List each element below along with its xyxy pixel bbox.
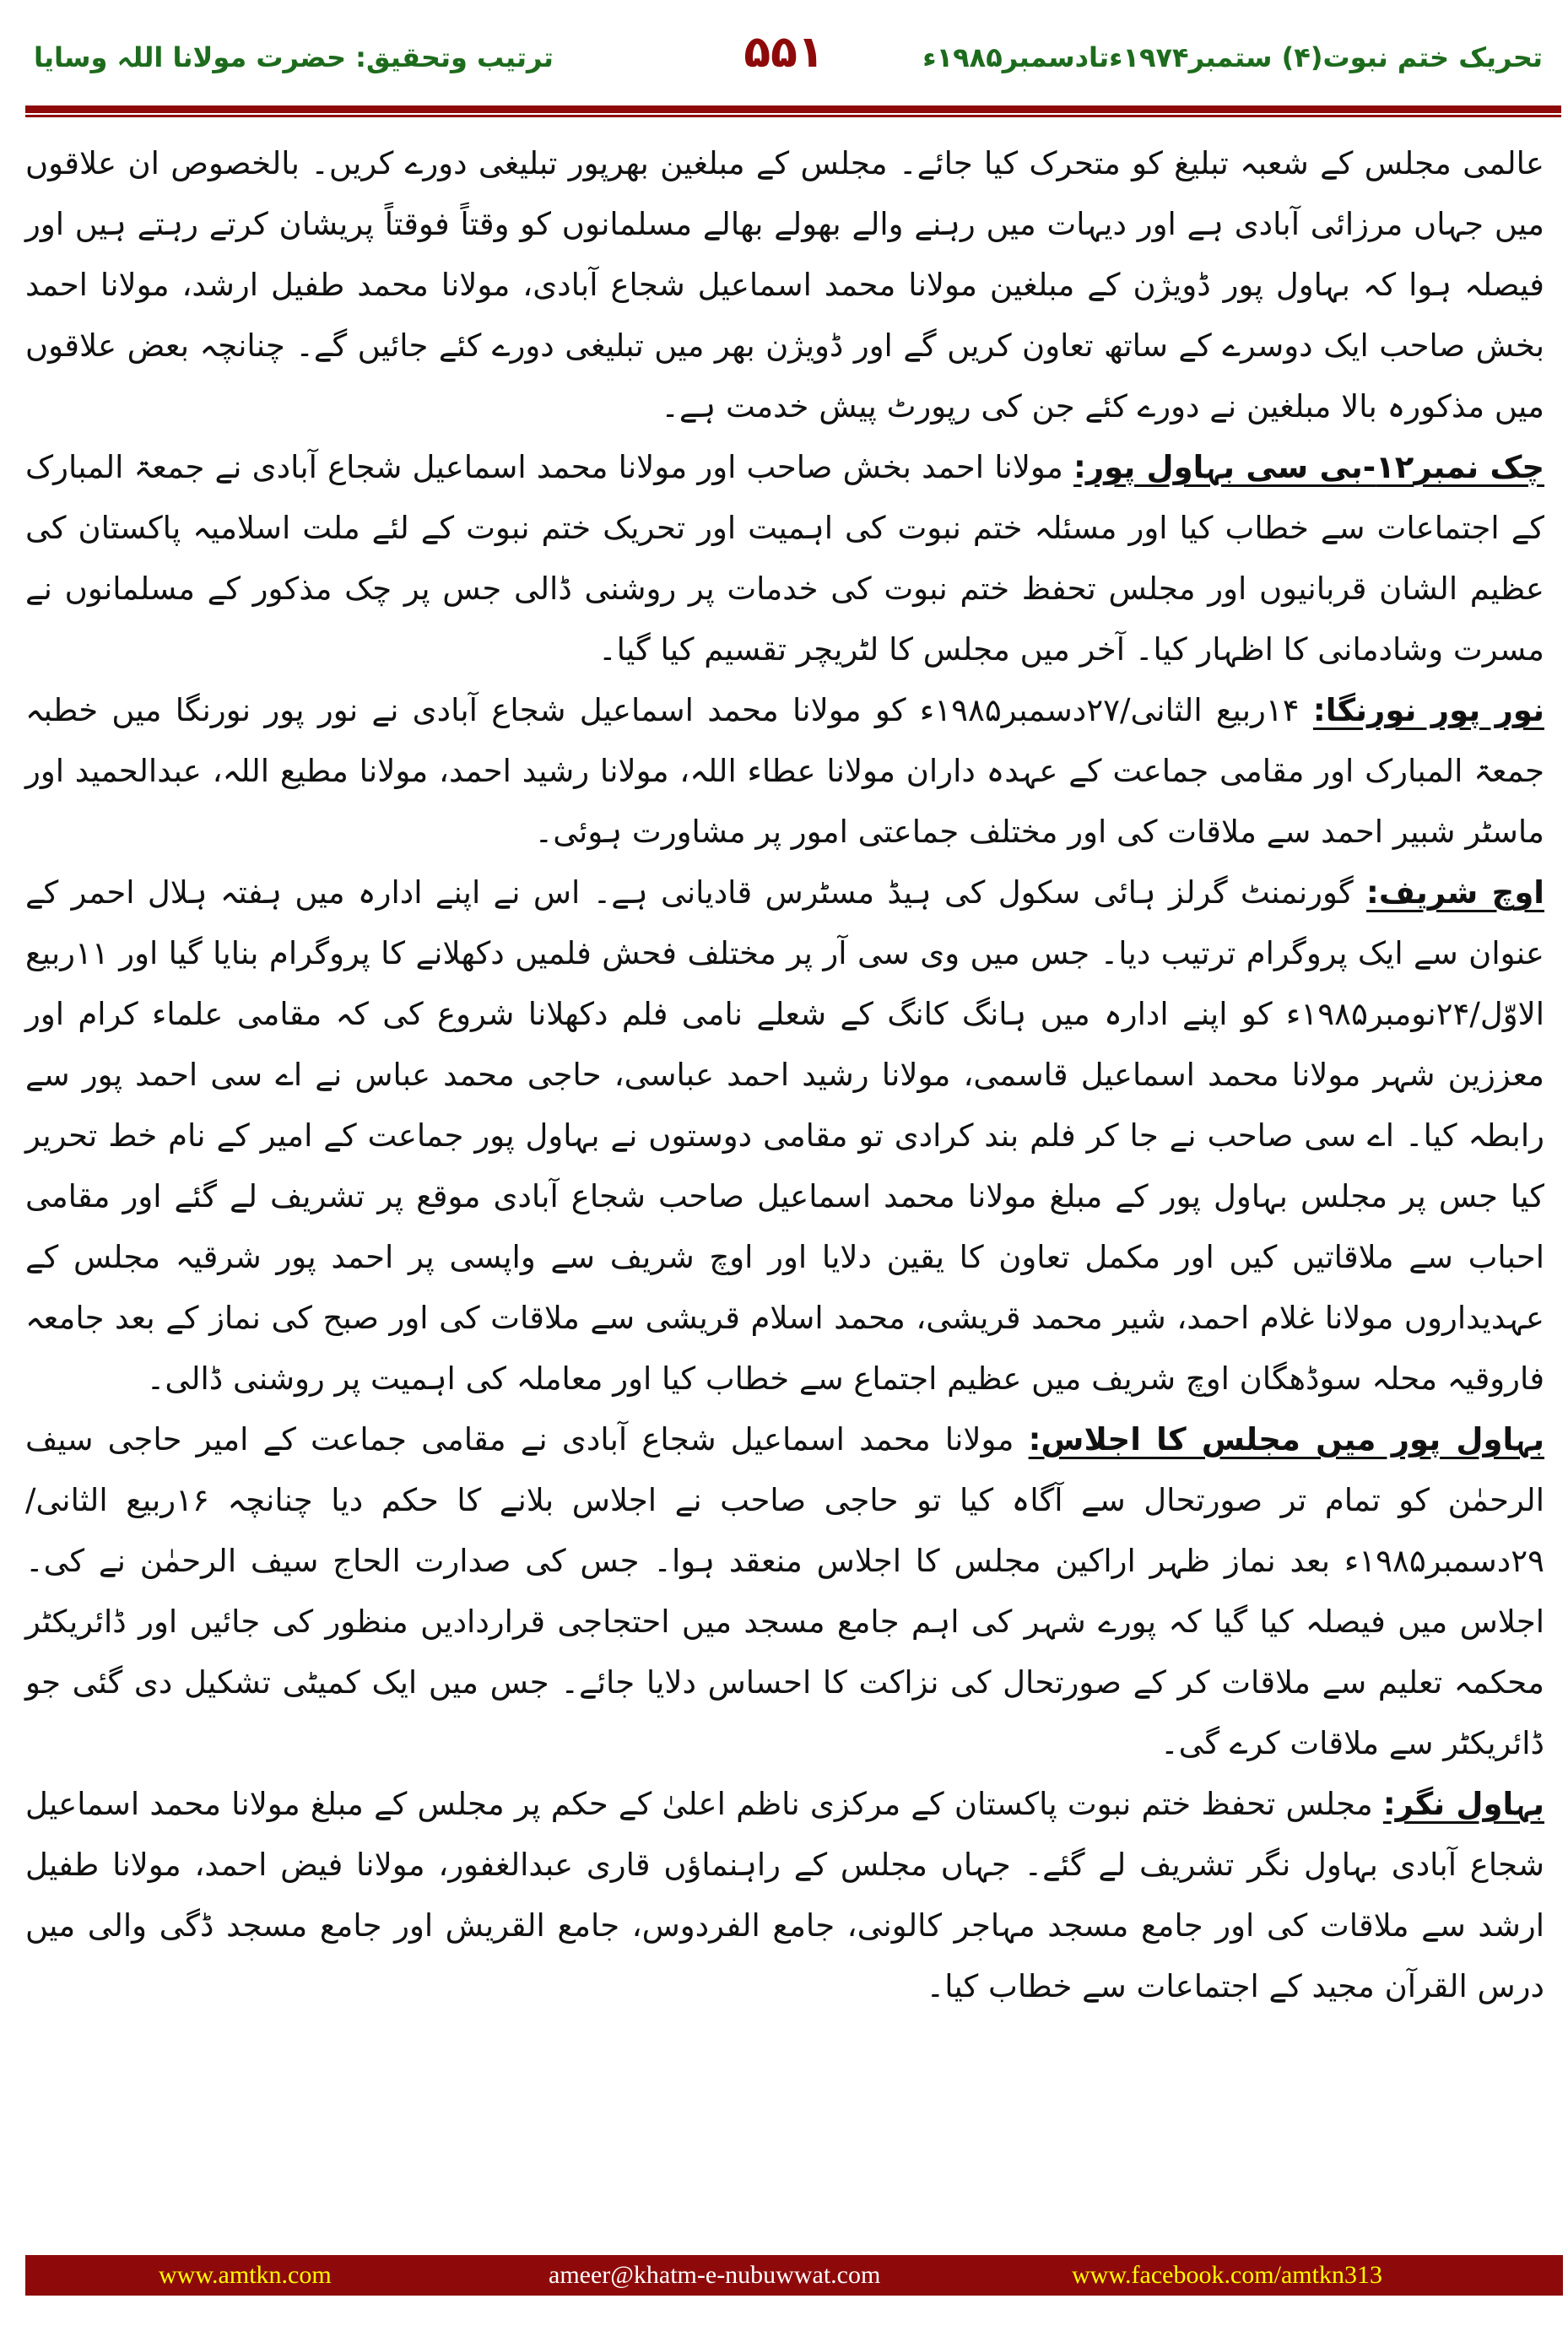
paragraph (25, 863, 1544, 1409)
website-link[interactable]: www.amtkn.com (159, 2261, 332, 2289)
header-rule-thin (25, 115, 1561, 117)
paragraph (25, 1774, 1544, 2017)
book-title: تحریک ختم نبوت(۴) ستمبر۱۹۷۴ءتادسمبر۱۹۸۵ء (922, 41, 1543, 73)
paragraph (25, 133, 1544, 437)
paragraph (25, 437, 1544, 680)
document-body (25, 133, 1544, 2017)
compiler-credit: ترتیب وتحقیق: حضرت مولانا اللہ وسایا (34, 41, 554, 73)
paragraph-text: مولانا محمد اسماعیل شجاع آبادی نے مقامی جماعت کے امیر حاجی سیف الرحمٰن کو تمام تر صورتحال سے آگاہ کیا تو حاجی صاحب نے اجلاس بلانے کا حکم دیا چنانچہ ۱۶ربیع الثانی/۲۹دسمبر۱۹۸۵ء بعد نماز ظہر اراکین مجلس کا اجلاس منعقد ہوا۔ جس کی صدارت الحاج سیف الرحمٰن نے کی۔ اجلاس میں فیصلہ کیا گیا کہ پورے شہر کی اہم جامع مسجد میں احتجاجی قراردادیں منظور کی جائیں اور ڈائریکٹر محکمہ تعلیم سے ملاقات کر کے صورتحال کی نزاکت کا احساس دلایا جائے۔ جس میں ایک کمیٹی تشکیل دی گئی جو ڈائریکٹر سے ملاقات کرے گی۔ (25, 1421, 1544, 1761)
facebook-link[interactable]: www.facebook.com/amtkn313 (1072, 2261, 1382, 2289)
header-rule-thick (25, 105, 1561, 113)
paragraph-text: مولانا احمد بخش صاحب اور مولانا محمد اسماعیل شجاع آبادی نے جمعۃ المبارک کے اجتماعات سے خطاب کیا اور مسئلہ ختم نبوت کی اہمیت اور تحریک ختم نبوت کے لئے ملت اسلامیہ پاکستان کی عظیم الشان قربانیوں اور مجلس تحفظ ختم نبوت کی خدمات پر روشنی ڈالی جس پر چک مذکور کے مسلمانوں نے مسرت وشادمانی کا اظہار کیا۔ آخر میں مجلس کا لٹریچر تقسیم کیا گیا۔ (25, 449, 1544, 668)
paragraph-text: گورنمنٹ گرلز ہائی سکول کی ہیڈ مسٹرس قادیانی ہے۔ اس نے اپنے ادارہ میں ہفتہ ہلال احمر کے عنوان سے ایک پروگرام ترتیب دیا۔ جس میں وی سی آر پر مختلف فحش فلمیں دکھلانے کا پروگرام بنایا گیا اور ۱۱ربیع الاوّل/۲۴نومبر۱۹۸۵ء کو اپنے ادارہ میں ہانگ کانگ کے شعلے نامی فلم دکھلانا شروع کی کہ مقامی علماء کرام اور معززین شہر مولانا محمد اسماعیل قاسمی، مولانا رشید احمد عباسی، حاجی محمد عباس نے اے سی احمد پور سے رابطہ کیا۔ اے سی صاحب نے جا کر فلم بند کرادی تو مقامی دوستوں نے بہاول پور جماعت کے امیر کے نام خط تحریر کیا جس پر مجلس بہاول پور کے مبلغ مولانا محمد اسماعیل صاحب شجاع آبادی موقع پر تشریف لے گئے اور مقامی احباب سے ملاقاتیں کیں اور مکمل تعاون کا یقین دلایا اور اوچ شریف سے واپسی پر احمد پور شرقیہ مجلس کے عہدیداروں مولانا غلام احمد، شیر محمد قریشی، محمد اسلام قریشی سے ملاقات کی اور صبح کی نماز کے بعد جامعہ فاروقیہ محلہ سوڈھگان اوچ شریف میں عظیم اجتماع سے خطاب کیا اور معاملہ کی اہمیت پر روشنی ڈالی۔ (25, 874, 1544, 1397)
section-heading: نور پور نورنگا: (1312, 692, 1544, 728)
footer-bar (25, 2255, 1563, 2296)
paragraph-text: ۱۴ربیع الثانی/۲۷دسمبر۱۹۸۵ء کو مولانا محمد اسماعیل شجاع آبادی نے نور پور نورنگا میں خطبہ جمعۃ المبارک اور مقامی جماعت کے عہدہ داران مولانا عطاء اللہ، مولانا رشید احمد، مولانا مطیع اللہ، عبدالحمید اور ماسٹر شبیر احمد سے ملاقات کی اور مختلف جماعتی امور پر مشاورت ہوئی۔ (25, 692, 1544, 850)
section-heading: بہاول نگر: (1382, 1786, 1544, 1822)
section-heading: اوچ شریف: (1366, 874, 1544, 911)
paragraph-text: عالمی مجلس کے شعبہ تبلیغ کو متحرک کیا جائے۔ مجلس کے مبلغین بھرپور تبلیغی دورے کریں۔ بالخصوص ان علاقوں میں جہاں مرزائی آبادی ہے اور دیہات میں رہنے والے بھولے بھالے مسلمانوں کو وقتاً فوقتاً پریشان کرتے رہتے ہیں اور فیصلہ ہوا کہ بہاول پور ڈویژن کے مبلغین مولانا محمد اسماعیل شجاع آبادی، مولانا محمد طفیل ارشد، مولانا احمد بخش صاحب ایک دوسرے کے ساتھ تعاون کریں گے اور ڈویژن بھر میں تبلیغی دورے کئے جائیں گے۔ چنانچہ بعض علاقوں میں مذکورہ بالا مبلغین نے دورے کئے جن کی رپورٹ پیش خدمت ہے۔ (25, 145, 1544, 425)
section-heading: چک نمبر۱۲-بی سی بہاول پور: (1073, 449, 1545, 485)
email-link[interactable]: ameer@khatm-e-nubuwwat.com (549, 2261, 881, 2289)
paragraph (25, 1409, 1544, 1774)
page-number: ۵۵۱ (743, 27, 825, 78)
paragraph (25, 680, 1544, 863)
paragraph-text: مجلس تحفظ ختم نبوت پاکستان کے مرکزی ناظم اعلیٰ کے حکم پر مجلس کے مبلغ مولانا محمد اسماعیل شجاع آبادی بہاول نگر تشریف لے گئے۔ جہاں مجلس کے راہنماؤں قاری عبدالغفور، مولانا فیض احمد، مولانا طفیل ارشد سے ملاقات کی اور جامع مسجد مہاجر کالونی، جامع الفردوس، جامع القریش اور جامع مسجد ڈگی والی میں درس القرآن مجید کے اجتماعات سے خطاب کیا۔ (25, 1786, 1544, 2004)
section-heading: بہاول پور میں مجلس کا اجلاس: (1028, 1421, 1544, 1458)
